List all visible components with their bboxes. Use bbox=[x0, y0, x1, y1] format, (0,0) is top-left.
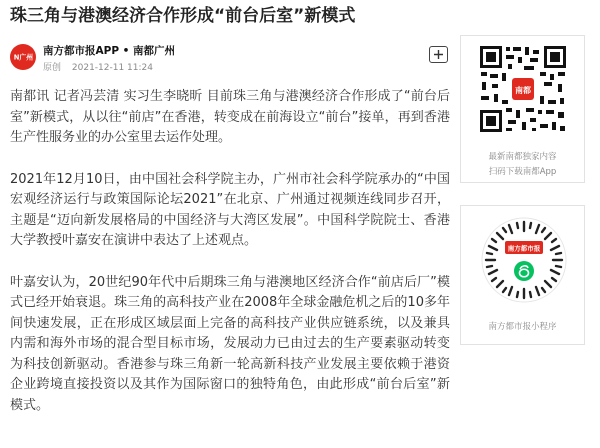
source-bar bbox=[10, 42, 450, 74]
source-avatar[interactable] bbox=[10, 44, 36, 70]
article-paragraph: 叶嘉安认为，20世纪90年代中后期珠三角与港澳地区经济合作“前店后厂”模式已经开始衰退。珠三角的高科技产业在2008年全球金融危机之后的10多年间快速发展，正在形成区域层面上完备的高科技产业供应链系统，以及兼具内需和海外市场的混合型目标市场，发展动力已由过去的生产要素驱动转变为科技创新驱动。香港参与珠三角新一轮高新科技产业发展主要依赖于港资企业跨境直接投资以及其作为国际窗口的独特角色，由此形成“前台后室”新模式。 bbox=[10, 274, 450, 413]
app-caption-line1: 最新南都独家内容 bbox=[488, 152, 557, 162]
publish-date: 2021-12-11 11:24 bbox=[71, 63, 153, 73]
mini-caption: 南方都市报小程序 bbox=[488, 322, 557, 332]
article-body bbox=[10, 87, 450, 437]
source-meta bbox=[43, 60, 153, 73]
mini-badge-text: 南方都市报 bbox=[507, 244, 541, 253]
app-badge-text: 南都 bbox=[515, 86, 531, 95]
mini-program-code-icon bbox=[481, 217, 567, 303]
follow-button[interactable] bbox=[429, 46, 448, 63]
original-tag: 原创 bbox=[43, 63, 62, 73]
app-download-card bbox=[460, 35, 585, 183]
qr-code-icon bbox=[478, 44, 568, 134]
plus-icon bbox=[433, 49, 444, 60]
avatar-logo-text: N广州 bbox=[13, 53, 33, 61]
app-caption-line2: 扫码下载南都App bbox=[488, 167, 557, 177]
mini-program-card bbox=[460, 205, 585, 345]
article-title: 珠三角与港澳经济合作形成“前台后室”新模式 bbox=[10, 6, 356, 26]
mini-program-logo bbox=[514, 261, 534, 281]
source-name[interactable]: 南方都市报APP • 南都广州 bbox=[43, 45, 176, 57]
article-paragraph: 2021年12月10日，由中国社会科学院主办，广州市社会科学院承办的“中国宏观经济运行与政策国际论坛2021”在北京、广州通过视频连线同步召开，主题是“迈向新发展格局的中国经济与大湾区发展”。中国科学院院士、香港大学教授叶嘉安在演讲中表达了上述观点。 bbox=[10, 171, 450, 248]
article-paragraph: 南都讯 记者冯芸清 实习生李晓昕 目前珠三角与港澳经济合作形成了“前台后室”新模式，从以往“前店”在香港，转变成在前海设立“前台”接单，再到香港生产性服务业的办公室里去运作处理。 bbox=[10, 89, 450, 145]
